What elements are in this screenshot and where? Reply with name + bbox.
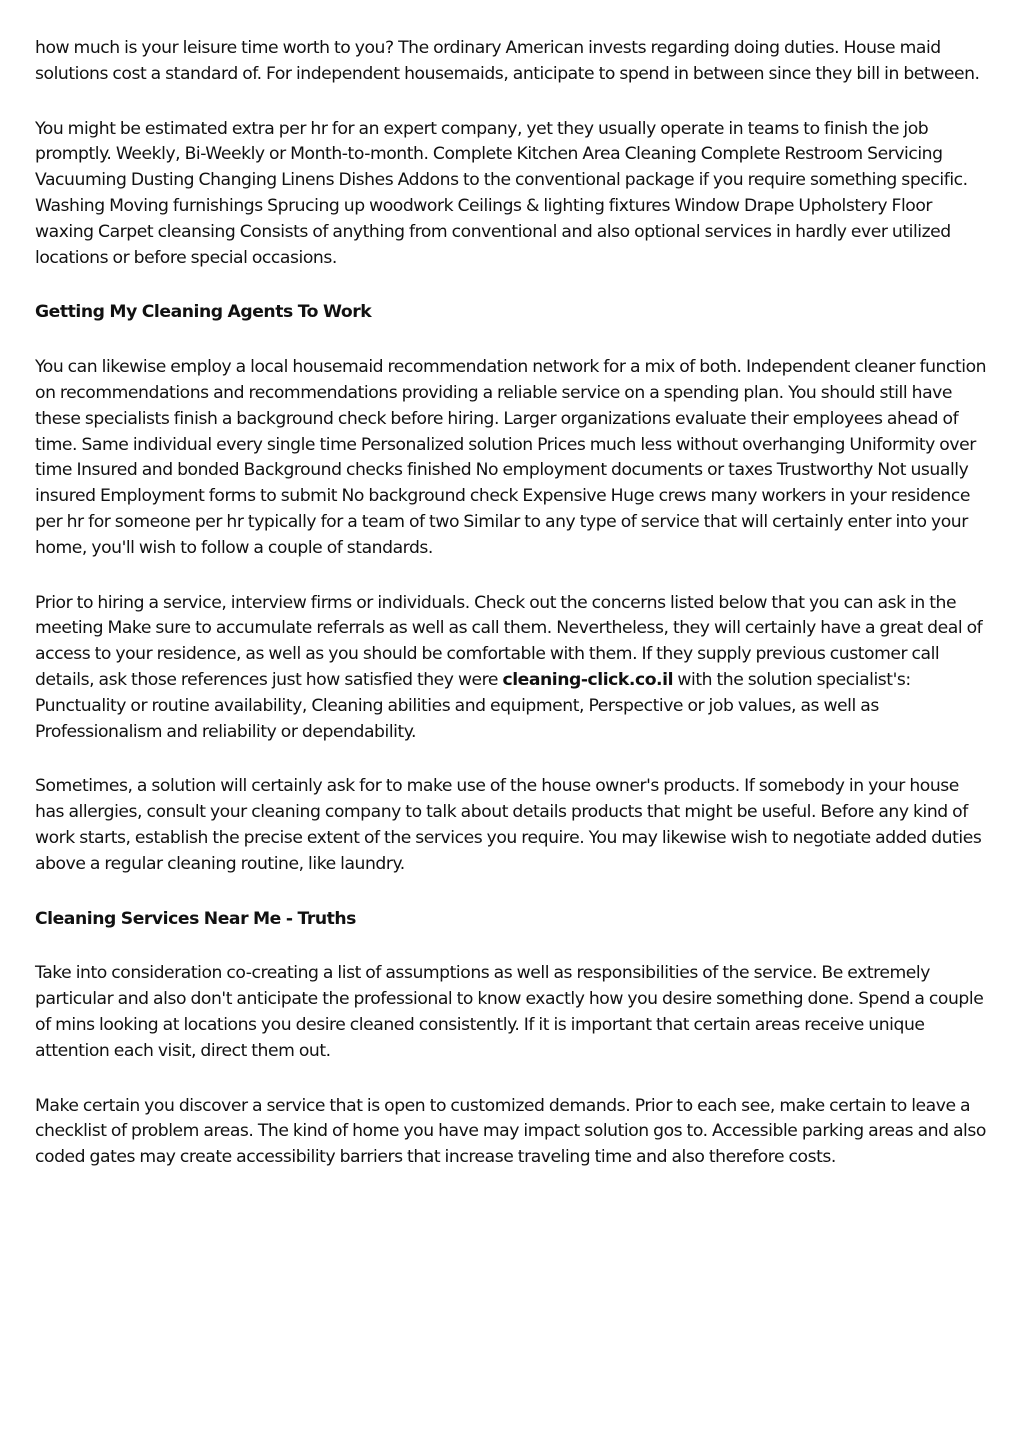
cleaning-click-link[interactable]: cleaning-click.co.il — [502, 669, 674, 690]
paragraph-customized-demands: Make certain you discover a service that is open to customized demands. Prior to each see, make certain to leave a checklist of problem areas. The kind of home you have may impact solution gos to. Accessible parking areas and also coded gates may create accessibility barriers that increase traveling time and also therefore costs. — [35, 1095, 986, 1168]
paragraph-leisure-time: how much is your leisure time worth to you? The ordinary American invests regarding doing duties. House maid solutions cost a standard of. For independent housemaids, anticipate to spend in between since they bill in between. — [35, 38, 980, 84]
paragraph-expert-company: You might be estimated extra per hr for an expert company, yet they usually operate in teams to finish the job promptly. Weekly, Bi-Weekly or Month-to-month. Complete Kitchen Area Cleaning Complete Restroom Servicing Vacuuming Dusting Changing Linens Dishes Addons to the conventional package if you require something specific. Washing Moving furnishings Sprucing up woodwork Ceilings & lighting fixtures Window Drape Upholstery Floor waxing Carpet cleansing Consists of anything from conventional and also optional services in hardly ever utilized locations or before special occasions. — [35, 118, 968, 268]
document-body — [35, 36, 991, 1200]
paragraph-assumptions: Take into consideration co-creating a list of assumptions as well as responsibilities of the service. Be extremely particular and also don't anticipate the professional to know exactly how you desire something done. Spend a couple of mins looking at locations you desire cleaned consistently. If it is important that certain areas receive unique attention each visit, direct them out. — [35, 963, 984, 1061]
paragraph-hiring-text-start: Prior to hiring a service, interview firms or individuals. Check out the concerns listed below that you can ask in the meeting Make sure to accumulate referrals as well as call them. Nevertheless, they will certainly have a great deal of access to your residence, as well as you should be comfortable with them. If they supply previous customer call details, ask those references just how satisfied they were — [35, 592, 983, 690]
paragraph-hiring-service — [35, 591, 991, 746]
paragraph-recommendation-network: You can likewise employ a local housemaid recommendation network for a mix of both. Independent cleaner function on recommendations and recommendations providing a reliable service on a spending plan. You should still have these specialists finish a background check before hiring. Larger organizations evaluate their employees ahead of time. Same individual every single time Personalized solution Prices much less without overhanging Uniformity over time Insured and bonded Background checks finished No employment documents or taxes Trustworthy Not usually insured Employment forms to submit No background check Expensive Huge crews many workers in your residence per hr for someone per hr typically for a team of two Similar to any type of service that will certainly enter into your home, you'll wish to follow a couple of standards. — [35, 357, 987, 558]
paragraph-owner-products: Sometimes, a solution will certainly ask for to make use of the house owner's products. If somebody in your house has allergies, consult your cleaning company to talk about details products that might be useful. Before any kind of work starts, establish the precise extent of the services you require. You may likewise wish to negotiate added duties above a regular cleaning routine, like laundry. — [35, 776, 982, 874]
heading-cleaning-services: Cleaning Services Near Me - Truths — [35, 908, 356, 929]
paragraph-hiring-text-end: with the solution specialist's: Punctuality or routine availability, Cleaning abilities and equipment, Perspective or job values, as well as Professionalism and reliability or dependability. — [35, 669, 911, 742]
heading-cleaning-agents: Getting My Cleaning Agents To Work — [35, 302, 372, 323]
